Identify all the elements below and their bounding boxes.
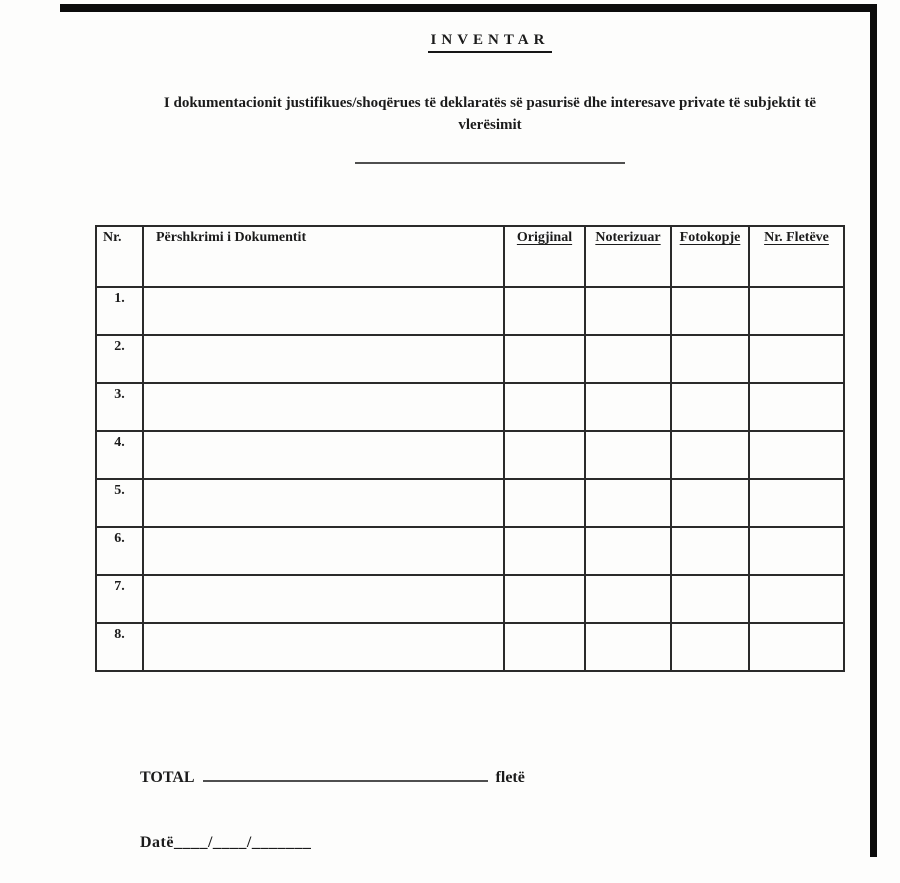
cell-noterizuar	[585, 575, 671, 623]
scan-edge-top	[60, 4, 877, 12]
cell-pershkrimi	[143, 431, 504, 479]
cell-pershkrimi	[143, 527, 504, 575]
page-title: INVENTAR	[428, 32, 553, 53]
cell-pershkrimi	[143, 335, 504, 383]
blank-name-line	[355, 153, 625, 164]
row-number: 4.	[96, 431, 143, 479]
cell-fotokopje	[671, 383, 749, 431]
date-line: Datë____/____/_______	[140, 834, 312, 851]
cell-fleteve	[749, 335, 844, 383]
cell-origjinal	[504, 527, 585, 575]
cell-fleteve	[749, 575, 844, 623]
cell-pershkrimi	[143, 479, 504, 527]
cell-origjinal	[504, 383, 585, 431]
cell-fotokopje	[671, 527, 749, 575]
total-blank-line	[203, 766, 488, 782]
row-number: 3.	[96, 383, 143, 431]
subtitle-line2: vlerësimit	[458, 117, 522, 133]
cell-pershkrimi	[143, 575, 504, 623]
total-suffix: fletë	[495, 769, 525, 786]
table-row	[96, 335, 844, 383]
col-header-noterizuar: Noterizuar	[585, 226, 671, 287]
row-number: 7.	[96, 575, 143, 623]
cell-fleteve	[749, 623, 844, 671]
title-block	[80, 31, 900, 53]
subtitle-block	[80, 92, 900, 136]
inventory-table	[95, 225, 845, 672]
table-row	[96, 527, 844, 575]
table-row	[96, 287, 844, 335]
cell-noterizuar	[585, 287, 671, 335]
col-header-origjinal: Origjinal	[504, 226, 585, 287]
cell-noterizuar	[585, 335, 671, 383]
table-row	[96, 383, 844, 431]
cell-pershkrimi	[143, 287, 504, 335]
cell-pershkrimi	[143, 623, 504, 671]
cell-origjinal	[504, 623, 585, 671]
total-label: TOTAL	[140, 769, 195, 786]
cell-fleteve	[749, 431, 844, 479]
col-header-nr: Nr.	[96, 226, 143, 287]
cell-fotokopje	[671, 287, 749, 335]
cell-fotokopje	[671, 623, 749, 671]
cell-fleteve	[749, 287, 844, 335]
row-number: 1.	[96, 287, 143, 335]
row-number: 6.	[96, 527, 143, 575]
cell-origjinal	[504, 575, 585, 623]
table-row	[96, 431, 844, 479]
cell-fotokopje	[671, 479, 749, 527]
cell-fotokopje	[671, 575, 749, 623]
table-row	[96, 479, 844, 527]
cell-fleteve	[749, 527, 844, 575]
cell-noterizuar	[585, 527, 671, 575]
row-number: 8.	[96, 623, 143, 671]
cell-noterizuar	[585, 383, 671, 431]
cell-origjinal	[504, 287, 585, 335]
col-header-fleteve: Nr. Fletëve	[749, 226, 844, 287]
table-row	[96, 623, 844, 671]
subtitle-line1: I dokumentacionit justifikues/shoqërues të deklaratës së pasurisë dhe interesave private të subjektit të	[163, 95, 817, 111]
cell-origjinal	[504, 335, 585, 383]
cell-origjinal	[504, 431, 585, 479]
cell-fotokopje	[671, 335, 749, 383]
table-row	[96, 575, 844, 623]
cell-origjinal	[504, 479, 585, 527]
cell-fleteve	[749, 383, 844, 431]
row-number: 5.	[96, 479, 143, 527]
cell-noterizuar	[585, 479, 671, 527]
cell-fleteve	[749, 479, 844, 527]
col-header-fotokopje: Fotokopje	[671, 226, 749, 287]
table-header-row	[96, 226, 844, 287]
row-number: 2.	[96, 335, 143, 383]
cell-pershkrimi	[143, 383, 504, 431]
cell-noterizuar	[585, 431, 671, 479]
cell-fotokopje	[671, 431, 749, 479]
col-header-pershkrimi: Përshkrimi i Dokumentit	[143, 226, 504, 287]
cell-noterizuar	[585, 623, 671, 671]
total-line	[140, 766, 525, 787]
